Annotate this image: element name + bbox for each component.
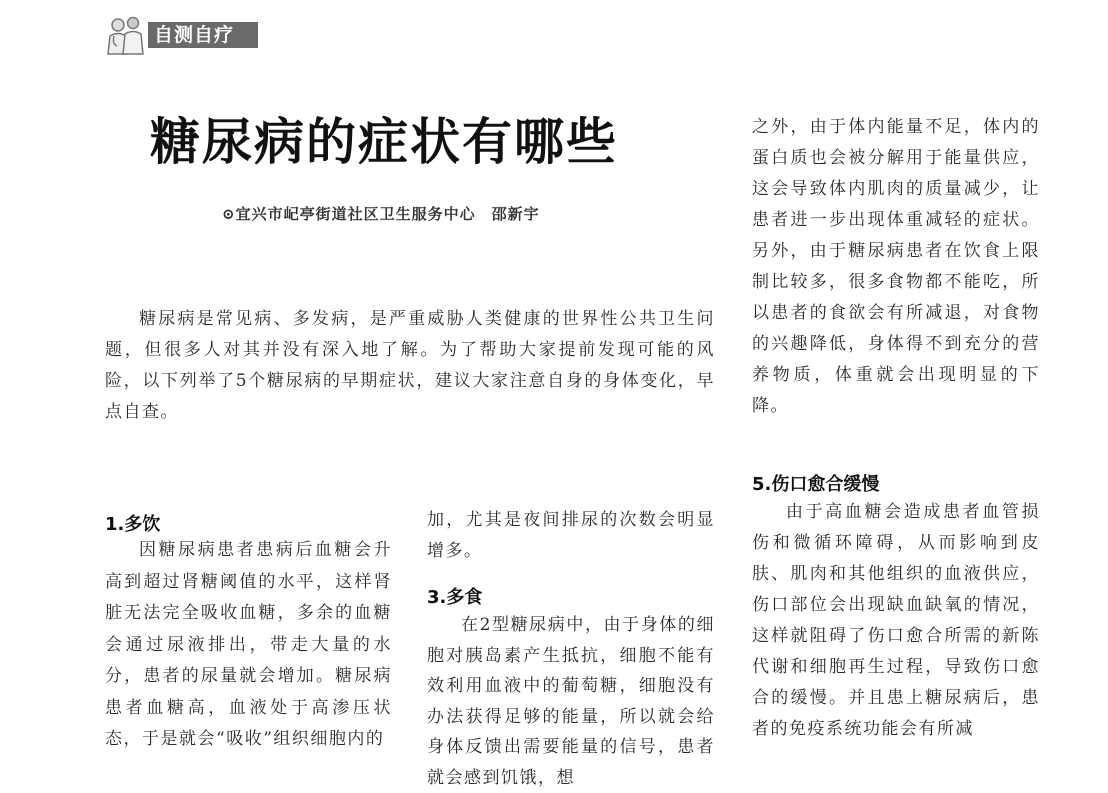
section-5-paragraph: 由于高血糖会造成患者血管损伤和微循环障碍，从而影响到皮肤、肌肉和其他组织的血液供应，伤口部位会出现缺血缺氧的情况，这样就阻碍了伤口愈合所需的新陈代谢和细胞再生过程，导致伤口愈合的缓慢。并且患上糖尿病后，患者的免疫系统功能会有所减 (752, 502, 1040, 739)
section-1-paragraph: 因糖尿病患者患病后血糖会升高到超过肾糖阈值的水平，这样肾脏无法完全吸收血糖，多余的血糖会通过尿液排出，带走大量的水分，患者的尿量就会增加。糖尿病患者血糖高，血液处于高渗压状态，于是就会“吸收”组织细胞内的 (105, 540, 392, 749)
section-tag: 自测自疗 (148, 22, 258, 48)
section-heading-5: 5.伤口愈合缓慢 (752, 474, 880, 495)
intro-paragraph: 糖尿病是常见病、多发病，是严重威胁人类健康的世界性公共卫生问题，但很多人对其并没有深入地了解。为了帮助大家提前发现可能的风险，以下列举了5个糖尿病的早期症状，建议大家注意自身的身体变化，早点自查。 (105, 309, 715, 422)
section-3-paragraph: 在2型糖尿病中，由于身体的细胞对胰岛素产生抵抗，细胞不能有效利用血液中的葡萄糖，细胞没有办法获得足够的能量，所以就会给身体反馈出需要能量的信号，患者就会感到饥饿，想 (427, 615, 715, 788)
section-heading-1: 1.多饮 (105, 514, 161, 535)
doctors-icon (104, 14, 146, 56)
article-title: 糖尿病的症状有哪些 (150, 113, 618, 171)
section-4-continued-paragraph: 之外，由于体内能量不足，体内的蛋白质也会被分解用于能量供应，这会导致体内肌肉的质量减少，让患者进一步出现体重减轻的症状。另外，由于糖尿病患者在饮食上限制比较多，很多食物都不能吃，所以患者的食欲会有所减退，对食物的兴趣降低，身体得不到充分的营养物质，体重就会出现明显的下降。 (752, 117, 1040, 416)
section-2-continued-paragraph: 加，尤其是夜间排尿的次数会明显增多。 (427, 510, 715, 561)
section-heading-3: 3.多食 (427, 587, 483, 608)
author-byline: ⊙宜兴市屺亭街道社区卫生服务中心 邵新宇 (222, 205, 540, 223)
